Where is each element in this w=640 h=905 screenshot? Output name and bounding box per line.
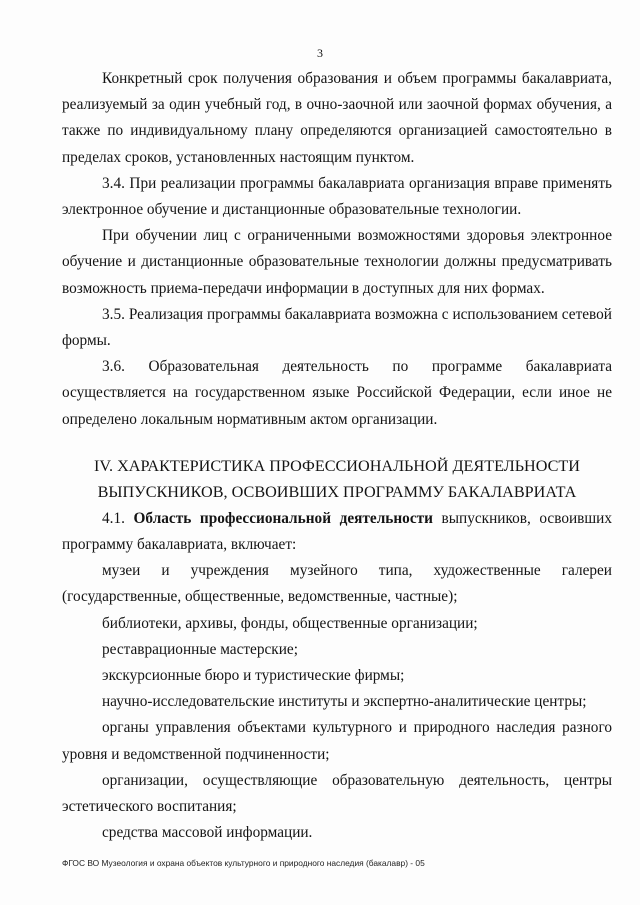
paragraph-term-details: Конкретный срок получения образования и объем программы бакалавриата, реализуемый за один учебный год, в очно-заочной или заочной формах обучения, а также по индивидуальному плану определяются организацией самостоятельно в пределах сроков, установленных настоящим пунктом. [62, 70, 612, 166]
list-item: реставрационные мастерские; [102, 640, 298, 658]
paragraph-4-1 [62, 506, 612, 558]
list-item: организации, осуществляющие образовательную деятельность, центры эстетического воспитания; [62, 771, 612, 816]
section-4-1-rest: выпускников, освоивших программу бакалавриата, включает: [62, 509, 612, 554]
section-heading-line-1: IV. ХАРАКТЕРИСТИКА ПРОФЕССИОНАЛЬНОЙ ДЕЯТЕЛЬНОСТИ [94, 456, 580, 475]
section-4-1-number: 4.1. [102, 509, 125, 527]
list-item: музеи и учреждения музейного типа, художественные галереи (государственные, общественные, ведомственные, частные); [62, 562, 612, 606]
paragraph-3-4: 3.4. При реализации программы бакалавриата организация вправе применять электронное обучение и дистанционные образовательные технологии. [62, 174, 612, 219]
list-item: научно-исследовательские институты и экспертно-аналитические центры; [102, 693, 587, 711]
page-number: 3 [317, 46, 323, 60]
document-footer: ФГОС ВО Музеология и охрана объектов культурного и природного наследия (бакалавр) - 05 [62, 858, 425, 868]
document-body [62, 66, 612, 846]
paragraph-disabilities: При обучении лиц с ограниченными возможностями здоровья электронное обучение и дистанционные образовательные технологии должны предусматривать возможность приема-передачи информации в доступных для них формах. [62, 227, 612, 297]
paragraph-3-5: 3.5. Реализация программы бакалавриата возможна с использованием сетевой формы. [62, 305, 612, 350]
section-heading [62, 453, 612, 506]
section-heading-line-2: ВЫПУСКНИКОВ, ОСВОИВШИХ ПРОГРАММУ БАКАЛАВРИАТА [97, 483, 577, 502]
paragraph-3-6: 3.6. Образовательная деятельность по программе бакалавриата осуществляется на государственном языке Российской Федерации, если иное не определено локальным нормативным актом организации. [62, 358, 612, 428]
list-item: средства массовой информации. [102, 824, 313, 842]
section-4-1-term: Область профессиональной деятельности [133, 509, 433, 527]
list-item: органы управления объектами культурного и природного наследия разного уровня и ведомственной подчиненности; [62, 719, 612, 763]
list-item: библиотеки, архивы, фонды, общественные организации; [102, 614, 478, 632]
list-item: экскурсионные бюро и туристические фирмы; [102, 667, 405, 685]
